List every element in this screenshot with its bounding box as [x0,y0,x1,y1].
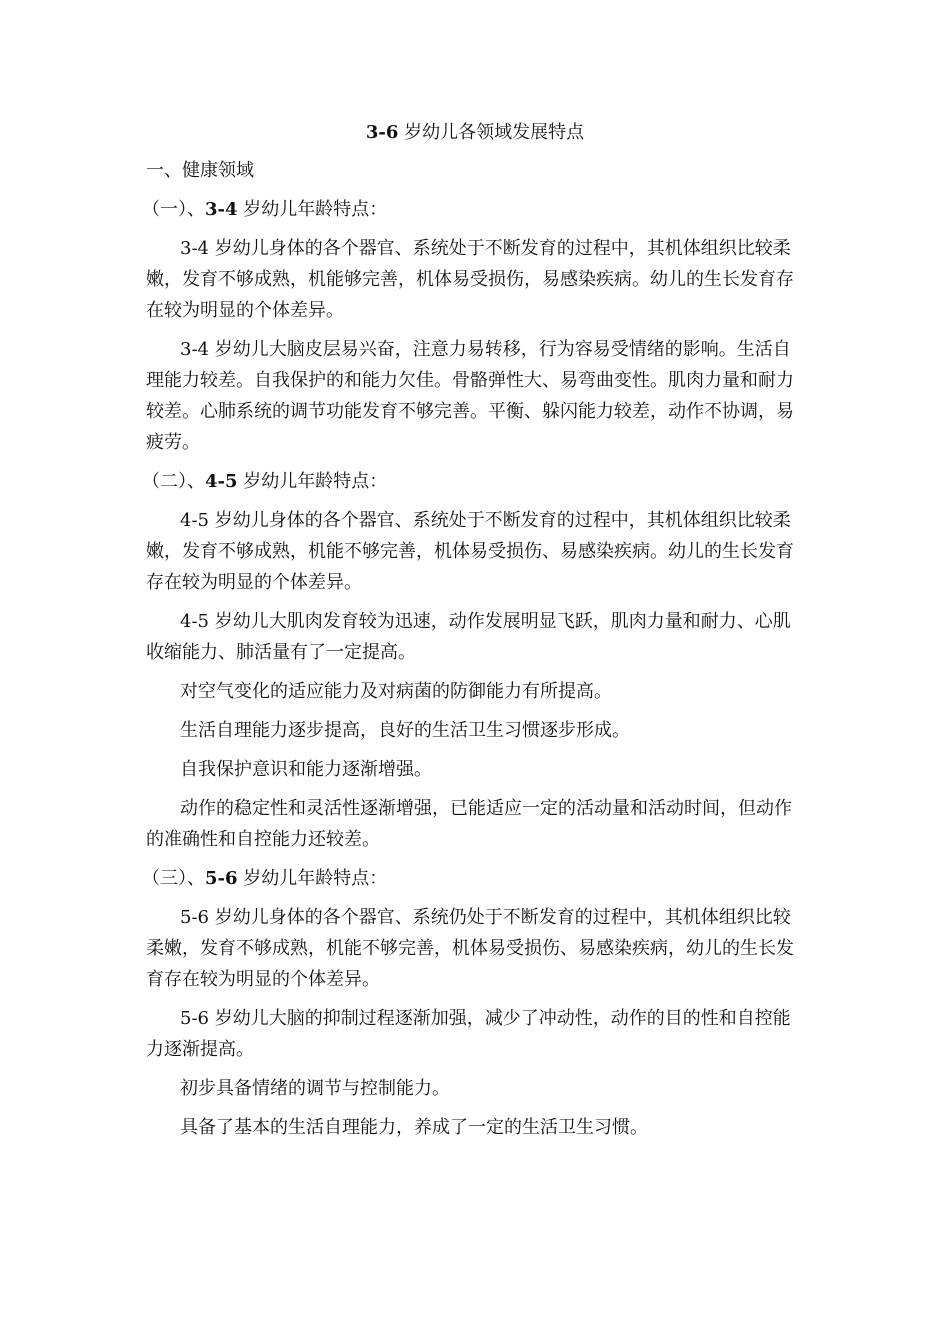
paragraph: 4-5 岁幼儿大肌肉发育较为迅速，动作发展明显飞跃，肌肉力量和耐力、心肌收缩能力、肺活量有了一定提高。 [146,611,791,663]
title-text: 岁幼儿各领域发展特点 [398,122,585,143]
paragraph: 自我保护意识和能力逐渐增强。 [180,759,432,780]
subsection-prefix: （三）、 [142,868,205,889]
subsection-suffix: 岁幼儿年龄特点： [237,471,388,492]
body-text [142,155,808,1143]
paragraph: 具备了基本的生活自理能力，养成了一定的生活卫生习惯。 [180,1117,648,1138]
title-age-range: 3-6 [365,122,399,143]
paragraph: 初步具备情绪的调节与控制能力。 [180,1078,450,1099]
paragraph: 对空气变化的适应能力及对病菌的防御能力有所提高。 [180,681,612,702]
page-title [0,117,950,148]
subsection-prefix: （一）、 [142,199,205,220]
paragraph: 动作的稳定性和灵活性逐渐增强，已能适应一定的活动量和活动时间，但动作的准确性和自控能力还较差。 [146,798,792,850]
subsection-heading [142,194,808,225]
paragraph: 生活自理能力逐步提高，良好的生活卫生习惯逐步形成。 [180,720,630,741]
paragraph: 3-4 岁幼儿大脑皮层易兴奋，注意力易转移，行为容易受情绪的影响。生活自理能力较差。自我保护的和能力欠佳。骨骼弹性大、易弯曲变性。肌肉力量和耐力较差。心肺系统的调节功能发育不够完善。平衡、躲闪能力较差，动作不协调，易疲劳。 [146,339,794,453]
subsection-heading [142,863,808,894]
paragraph: 4-5 岁幼儿身体的各个器官、系统处于不断发育的过程中，其机体组织比较柔嫩，发育不够成熟，机能不够完善，机体易受损伤、易感染疾病。幼儿的生长发育存在较为明显的个体差异。 [146,510,794,593]
subsection-age: 3-4 [205,199,238,220]
paragraph: 3-4 岁幼儿身体的各个器官、系统处于不断发育的过程中，其机体组织比较柔嫩，发育不够成熟，机能够完善，机体易受损伤，易感染疾病。幼儿的生长发育存在较为明显的个体差异。 [146,238,794,321]
subsection-prefix: （二）、 [142,471,205,492]
section-heading: 一、健康领域 [146,160,254,181]
subsection-heading [142,466,808,497]
subsection-age: 4-5 [205,471,238,492]
paragraph: 5-6 岁幼儿身体的各个器官、系统仍处于不断发育的过程中，其机体组织比较柔嫩，发育不够成熟，机能不够完善，机体易受损伤、易感染疾病，幼儿的生长发育存在较为明显的个体差异。 [146,907,794,990]
subsection-suffix: 岁幼儿年龄特点： [237,199,388,220]
subsection-age: 5-6 [205,868,238,889]
paragraph: 5-6 岁幼儿大脑的抑制过程逐渐加强，减少了冲动性，动作的目的性和自控能力逐渐提高。 [146,1008,791,1060]
subsection-suffix: 岁幼儿年龄特点： [237,868,388,889]
